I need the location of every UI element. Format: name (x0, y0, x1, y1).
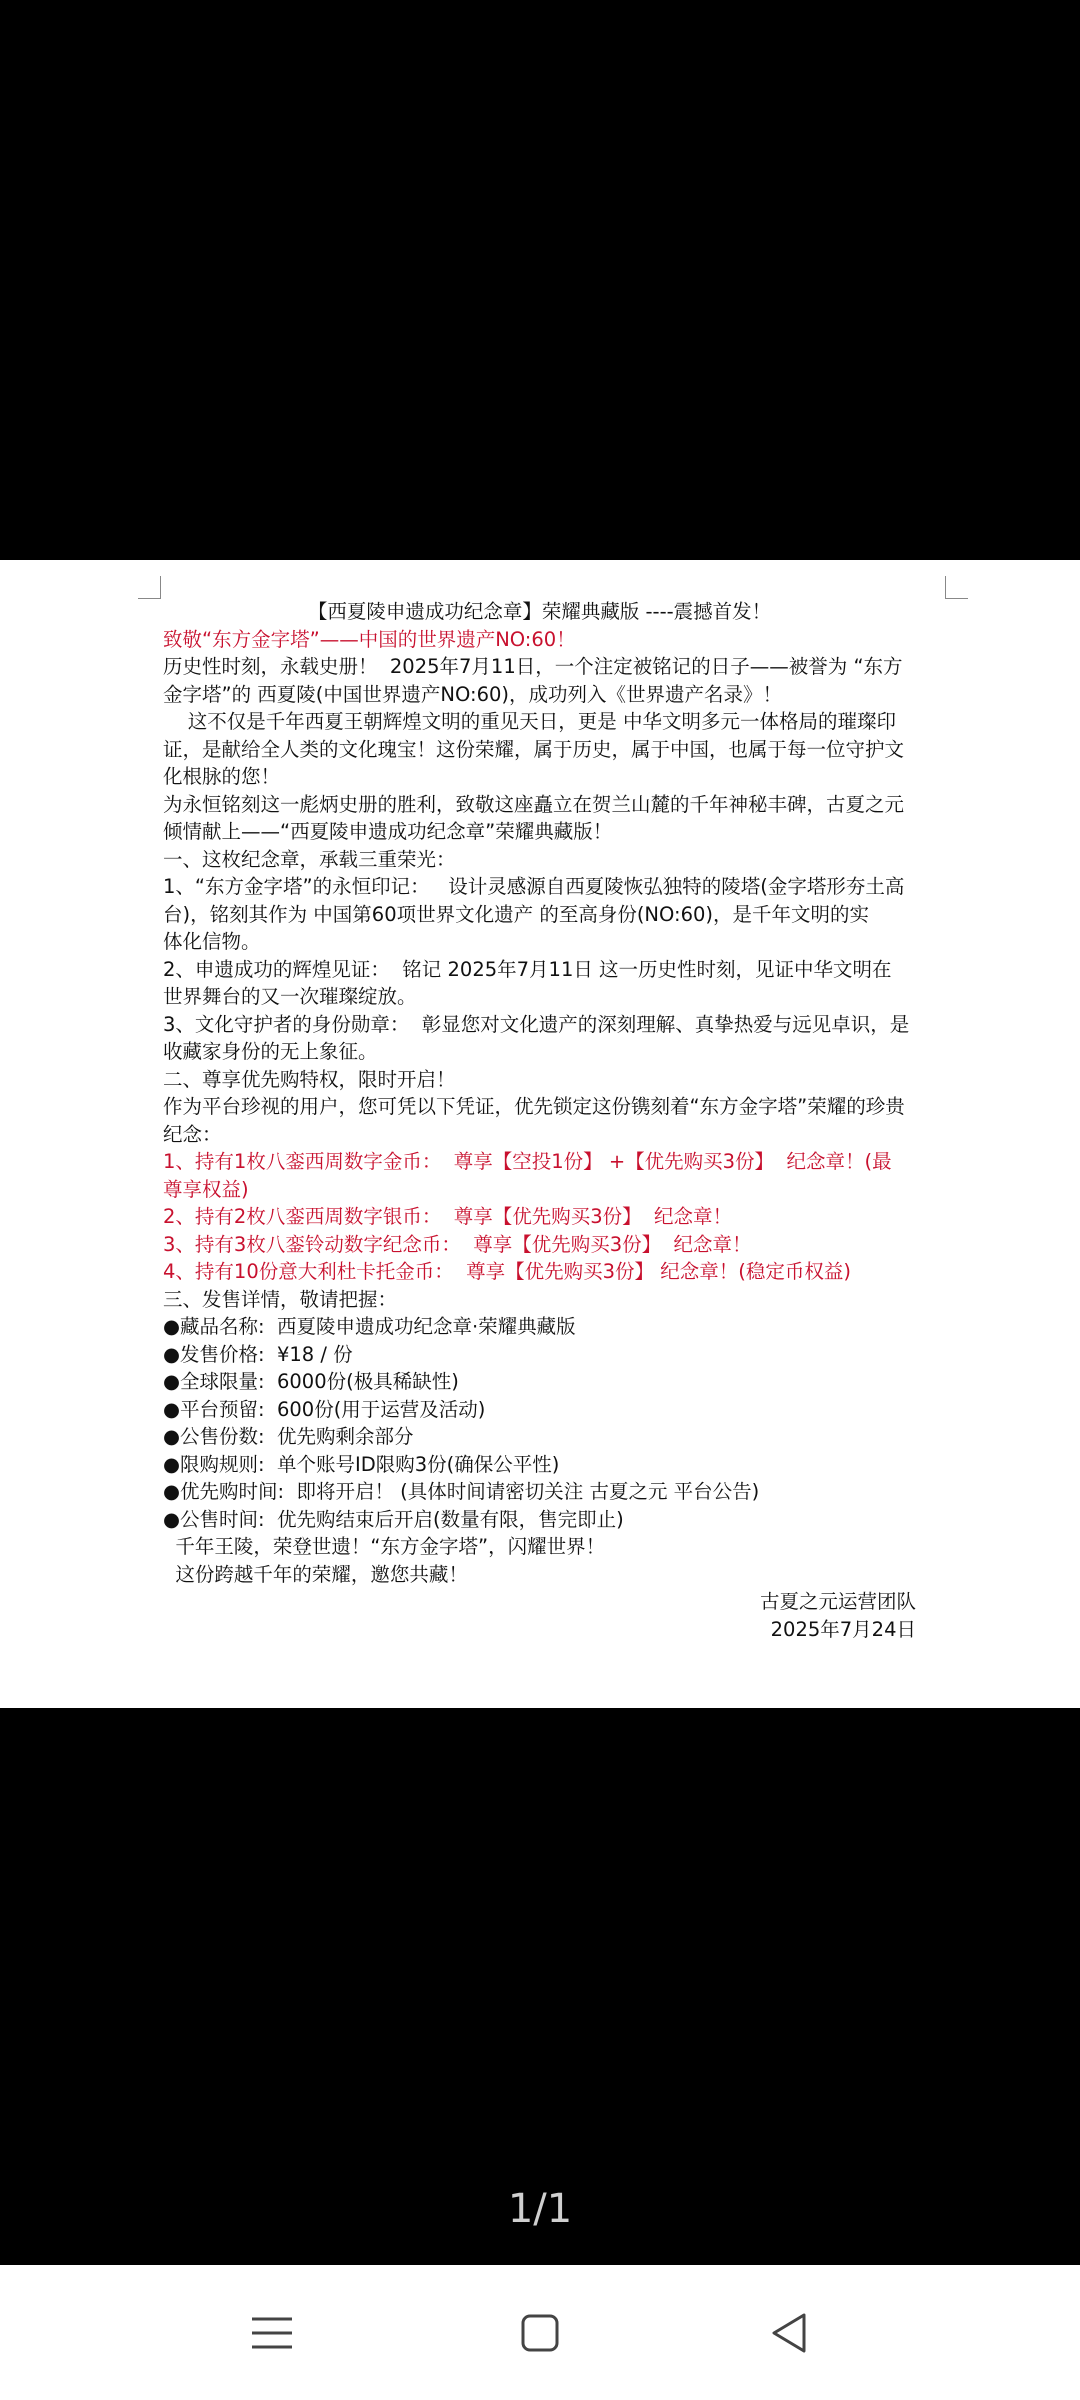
document-line: 尊享权益) (163, 1177, 249, 1201)
document-line: 二、尊享优先购特权，限时开启！ (163, 1067, 456, 1091)
crop-corner-top-left (138, 576, 161, 599)
document-line: 这不仅是千年西夏王朝辉煌文明的重见天日，更是 中华文明多元一体格局的璀璨印 (163, 710, 896, 733)
document-line: ●藏品名称: 西夏陵申遗成功纪念章·荣耀典藏版 (163, 1315, 576, 1338)
document-line: ●优先购时间: 即将开启！ (具体时间请密切关注 古夏之元 平台公告) (163, 1480, 760, 1503)
back-triangle-icon (762, 2305, 818, 2361)
system-navigation-bar (0, 2265, 1080, 2400)
document-text (163, 598, 916, 1643)
document-line: 金字塔”的 西夏陵(中国世界遗产NO:60)，成功列入《世界遗产名录》！ (163, 682, 782, 706)
document-line: 收藏家身份的无上象征。 (163, 1040, 378, 1063)
document-line: 千年王陵，荣登世遗！“东方金字塔”，闪耀世界！ (163, 1535, 606, 1558)
page-indicator: 1/1 (507, 2186, 573, 2232)
document-line: 体化信物。 (163, 930, 261, 953)
document-line: ●平台预留: 600份(用于运营及活动) (163, 1397, 486, 1421)
document-line: 2、申遗成功的辉煌见证： 铭记 2025年7月11日 这一历史性时刻，见证中华文明在 (163, 957, 892, 981)
document-line: 台)，铭刻其作为 中国第60项世界文化遗产 的至高身份(NO:60)，是千年文明的实 (163, 902, 870, 926)
document-line: 三、发售详情，敬请把握： (163, 1287, 398, 1311)
document-line: 世界舞台的又一次璀璨绽放。 (163, 985, 417, 1008)
document-line: 古夏之元运营团队 (759, 1590, 916, 1613)
crop-corner-top-right (945, 576, 968, 599)
document-line: 化根脉的您！ (163, 765, 281, 788)
document-line: ●公售时间: 优先购结束后开启(数量有限，售完即止) (163, 1507, 624, 1531)
home-button[interactable] (512, 2305, 568, 2361)
menu-button[interactable] (244, 2305, 300, 2361)
document-line: ●限购规则: 单个账号ID限购3份(确保公平性) (163, 1452, 560, 1476)
document-page (0, 560, 1080, 1708)
home-square-icon (512, 2305, 568, 2361)
document-line: 倾情献上——“西夏陵申遗成功纪念章”荣耀典藏版！ (163, 820, 613, 843)
document-line: 1、“东方金字塔”的永恒印记： 设计灵感源自西夏陵恢弘独特的陵塔(金字塔形夯土高 (163, 875, 905, 898)
document-line: 一、这枚纪念章，承载三重荣光： (163, 847, 456, 871)
document-line: ●公售份数: 优先购剩余部分 (163, 1425, 414, 1448)
back-button[interactable] (762, 2305, 818, 2361)
document-line: 1、持有1枚八銮西周数字金币： 尊享【空投1份】 +【优先购买3份】 纪念章！(最 (163, 1150, 892, 1173)
document-line: 历史性时刻，永载史册！ 2025年7月11日，一个注定被铭记的日子——被誉为 “东方 (163, 655, 903, 678)
document-line: 4、持有10份意大利杜卡托金币： 尊享【优先购买3份】 纪念章！(稳定币权益) (163, 1260, 851, 1283)
document-line: 3、持有3枚八銮铃动数字纪念币： 尊享【优先购买3份】 纪念章！ (163, 1232, 752, 1256)
document-line: 为永恒铭刻这一彪炳史册的胜利，致敬这座矗立在贺兰山麓的千年神秘丰碑，古夏之元 (163, 792, 905, 816)
document-line: ●发售价格: ¥18 / 份 (163, 1342, 353, 1366)
document-line: 2、持有2枚八銮西周数字银币： 尊享【优先购买3份】 纪念章！ (163, 1205, 733, 1228)
document-line: 2025年7月24日 (770, 1617, 916, 1641)
menu-icon (244, 2305, 300, 2361)
document-line: ●全球限量: 6000份(极具稀缺性) (163, 1370, 459, 1393)
document-line: 这份跨越千年的荣耀，邀您共藏！ (163, 1562, 468, 1586)
document-line: 作为平台珍视的用户，您可凭以下凭证，优先锁定这份镌刻着“东方金字塔”荣耀的珍贵 (163, 1095, 905, 1118)
document-line: 纪念： (163, 1122, 222, 1146)
document-line: 致敬“东方金字塔”——中国的世界遗产NO:60！ (163, 627, 576, 651)
document-line: 证，是献给全人类的文化瑰宝！这份荣耀，属于历史，属于中国，也属于每一位守护文 (163, 737, 905, 761)
document-line: 3、文化守护者的身份勋章： 彰显您对文化遗产的深刻理解、真挚热爱与远见卓识，是 (163, 1012, 910, 1036)
document-line: 【西夏陵申遗成功纪念章】荣耀典藏版 ----震撼首发！ (307, 600, 772, 623)
